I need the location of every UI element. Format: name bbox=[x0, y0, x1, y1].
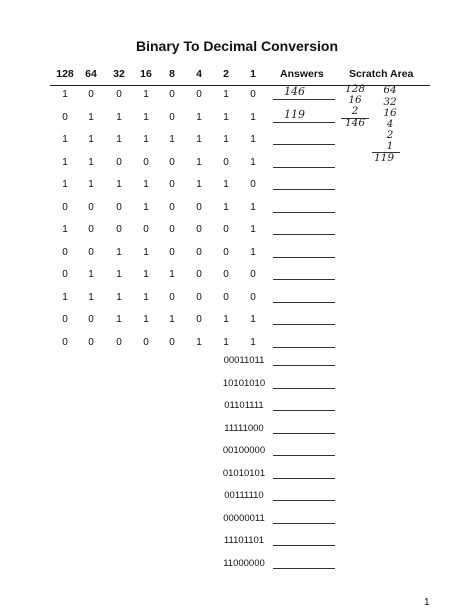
bit-cell: 0 bbox=[169, 224, 175, 235]
bit-cell: 0 bbox=[196, 314, 202, 325]
scratch-total: 146 bbox=[344, 117, 366, 129]
header-bit-8: 8 bbox=[169, 68, 175, 80]
bit-cell: 1 bbox=[250, 224, 256, 235]
bit-cell: 1 bbox=[116, 291, 122, 303]
binary-row bbox=[0, 312, 474, 328]
bit-cell: 0 bbox=[143, 224, 149, 235]
binary-string-row bbox=[0, 398, 474, 414]
bit-cell: 1 bbox=[250, 314, 256, 325]
bit-cell: 1 bbox=[169, 269, 175, 280]
binary-row bbox=[0, 245, 474, 261]
binary-string: 01010101 bbox=[222, 467, 266, 479]
bit-cell: 1 bbox=[116, 246, 122, 258]
bit-cell: 0 bbox=[116, 336, 122, 348]
header-bit-4: 4 bbox=[196, 68, 202, 80]
bit-cell: 0 bbox=[223, 269, 229, 280]
bit-cell: 0 bbox=[88, 89, 94, 100]
binary-string-row bbox=[0, 376, 474, 392]
header-bit-2: 2 bbox=[223, 68, 229, 80]
binary-row bbox=[0, 267, 474, 283]
scratch-value: 4 bbox=[386, 118, 394, 130]
bit-cell: 1 bbox=[250, 246, 256, 258]
bit-cell: 1 bbox=[88, 269, 94, 280]
bit-cell: 0 bbox=[169, 291, 175, 303]
binary-row bbox=[0, 177, 474, 193]
bit-cell: 0 bbox=[88, 336, 94, 348]
answer-line[interactable] bbox=[273, 324, 335, 325]
binary-string-row bbox=[0, 421, 474, 437]
bit-cell: 1 bbox=[169, 134, 175, 145]
answer-line[interactable] bbox=[273, 500, 335, 501]
bit-cell: 1 bbox=[62, 179, 68, 190]
binary-string-row bbox=[0, 488, 474, 504]
bit-cell: 1 bbox=[250, 156, 256, 168]
bit-cell: 1 bbox=[62, 224, 68, 235]
bit-cell: 1 bbox=[143, 291, 149, 303]
binary-string: 11101101 bbox=[223, 535, 265, 546]
bit-cell: 0 bbox=[62, 336, 68, 348]
binary-string: 01101111 bbox=[224, 400, 264, 411]
bit-cell: 0 bbox=[169, 201, 175, 213]
answer-line[interactable] bbox=[273, 545, 335, 546]
handwritten-answer: 146 bbox=[284, 85, 305, 98]
bit-cell: 1 bbox=[116, 134, 122, 145]
bit-cell: 0 bbox=[250, 179, 256, 190]
bit-cell: 0 bbox=[143, 156, 149, 168]
bit-cell: 1 bbox=[143, 314, 149, 325]
binary-string: 00000011 bbox=[223, 512, 265, 524]
bit-cell: 0 bbox=[196, 201, 202, 213]
bit-cell: 0 bbox=[88, 201, 94, 213]
bit-cell: 0 bbox=[169, 89, 175, 100]
binary-string: 00111110 bbox=[224, 490, 264, 501]
scratch-total: 119 bbox=[373, 152, 395, 164]
scratch-value: 32 bbox=[383, 96, 397, 108]
bit-cell: 0 bbox=[250, 89, 256, 100]
bit-cell: 1 bbox=[223, 201, 229, 213]
bit-cell: 1 bbox=[88, 156, 94, 168]
bit-cell: 1 bbox=[62, 156, 68, 168]
bit-cell: 0 bbox=[223, 291, 229, 303]
bit-cell: 1 bbox=[223, 134, 229, 145]
binary-string-row bbox=[0, 443, 474, 459]
bit-cell: 0 bbox=[116, 89, 122, 100]
scratch-value: 16 bbox=[383, 107, 397, 119]
header-bit-128: 128 bbox=[56, 68, 74, 80]
bit-cell: 0 bbox=[223, 246, 229, 258]
answer-line[interactable] bbox=[273, 302, 335, 303]
bit-cell: 1 bbox=[196, 336, 202, 348]
binary-row bbox=[0, 200, 474, 216]
bit-cell: 1 bbox=[143, 111, 149, 123]
bit-cell: 0 bbox=[62, 111, 68, 123]
bit-cell: 1 bbox=[250, 201, 256, 213]
header-bit-64: 64 bbox=[85, 68, 97, 80]
bit-cell: 1 bbox=[116, 111, 122, 123]
bit-cell: 1 bbox=[143, 134, 149, 145]
bit-cell: 1 bbox=[62, 291, 68, 303]
header-answers: Answers bbox=[280, 68, 324, 80]
answer-line[interactable] bbox=[273, 234, 335, 235]
answer-line[interactable] bbox=[273, 433, 335, 434]
header-bit-32: 32 bbox=[113, 68, 125, 80]
binary-row bbox=[0, 222, 474, 238]
answer-line[interactable] bbox=[273, 523, 335, 524]
answer-line[interactable] bbox=[273, 189, 335, 190]
bit-cell: 1 bbox=[88, 291, 94, 303]
bit-cell: 0 bbox=[223, 224, 229, 235]
scratch-value: 1 bbox=[386, 140, 394, 152]
bit-cell: 1 bbox=[116, 314, 122, 325]
binary-row bbox=[0, 155, 474, 171]
page-number: 1 bbox=[424, 597, 430, 608]
bit-cell: 0 bbox=[88, 224, 94, 235]
page-title: Binary To Decimal Conversion bbox=[135, 38, 338, 54]
bit-cell: 1 bbox=[88, 134, 94, 145]
scratch-value: 2 bbox=[386, 129, 394, 141]
answer-line[interactable] bbox=[273, 347, 335, 348]
bit-cell: 1 bbox=[196, 111, 202, 123]
answer-line[interactable] bbox=[273, 144, 335, 145]
bit-cell: 0 bbox=[62, 269, 68, 280]
bit-cell: 1 bbox=[223, 179, 229, 190]
answer-line[interactable] bbox=[273, 122, 335, 123]
header-bit-16: 16 bbox=[140, 68, 152, 80]
bit-cell: 0 bbox=[169, 246, 175, 258]
bit-cell: 0 bbox=[196, 246, 202, 258]
header-rule bbox=[50, 85, 430, 86]
bit-cell: 1 bbox=[62, 134, 68, 145]
bit-cell: 0 bbox=[223, 156, 229, 168]
bit-cell: 1 bbox=[143, 246, 149, 258]
answer-line[interactable] bbox=[273, 455, 335, 456]
answer-line[interactable] bbox=[273, 99, 335, 100]
bit-cell: 0 bbox=[250, 291, 256, 303]
binary-row bbox=[0, 335, 474, 351]
bit-cell: 0 bbox=[196, 224, 202, 235]
answer-line[interactable] bbox=[273, 410, 335, 411]
bit-cell: 0 bbox=[169, 179, 175, 190]
bit-cell: 1 bbox=[223, 89, 229, 100]
bit-cell: 1 bbox=[223, 314, 229, 325]
bit-cell: 1 bbox=[223, 111, 229, 123]
answer-line[interactable] bbox=[273, 212, 335, 213]
bit-cell: 1 bbox=[196, 179, 202, 190]
bit-cell: 1 bbox=[88, 111, 94, 123]
bit-cell: 1 bbox=[143, 201, 149, 213]
bit-cell: 1 bbox=[250, 111, 256, 123]
bit-cell: 0 bbox=[169, 336, 175, 348]
bit-cell: 0 bbox=[116, 224, 122, 235]
bit-cell: 1 bbox=[196, 134, 202, 145]
answer-line[interactable] bbox=[273, 388, 335, 389]
bit-cell: 0 bbox=[62, 246, 68, 258]
binary-string: 10101010 bbox=[222, 377, 266, 389]
bit-cell: 0 bbox=[62, 201, 68, 213]
scratch-value: 2 bbox=[351, 105, 359, 117]
binary-string-row bbox=[0, 511, 474, 527]
header-bit-1: 1 bbox=[250, 68, 256, 80]
bit-cell: 0 bbox=[169, 111, 175, 123]
bit-cell: 1 bbox=[223, 336, 229, 348]
bit-cell: 0 bbox=[169, 156, 175, 168]
answer-line[interactable] bbox=[273, 257, 335, 258]
binary-string: 11111000 bbox=[224, 422, 264, 434]
bit-cell: 0 bbox=[88, 314, 94, 325]
binary-string-row bbox=[0, 556, 474, 572]
binary-string: 11000000 bbox=[223, 557, 265, 569]
bit-cell: 0 bbox=[143, 336, 149, 348]
bit-cell: 1 bbox=[88, 179, 94, 190]
scratch-value: 64 bbox=[383, 84, 397, 96]
bit-cell: 1 bbox=[143, 179, 149, 190]
bit-cell: 1 bbox=[196, 156, 202, 168]
bit-cell: 1 bbox=[116, 269, 122, 280]
scratch-value: 128 bbox=[344, 83, 366, 95]
bit-cell: 1 bbox=[143, 89, 149, 100]
bit-cell: 0 bbox=[62, 314, 68, 325]
binary-string-row bbox=[0, 466, 474, 482]
answer-line[interactable] bbox=[273, 568, 335, 569]
answer-line[interactable] bbox=[273, 365, 335, 366]
bit-cell: 0 bbox=[196, 269, 202, 280]
header-scratch-area: Scratch Area bbox=[349, 68, 414, 80]
bit-cell: 1 bbox=[169, 314, 175, 325]
binary-string-row bbox=[0, 533, 474, 549]
bit-cell: 1 bbox=[250, 134, 256, 145]
bit-cell: 0 bbox=[250, 269, 256, 280]
bit-cell: 1 bbox=[143, 269, 149, 280]
answer-line[interactable] bbox=[273, 167, 335, 168]
binary-string-row bbox=[0, 353, 474, 369]
bit-cell: 1 bbox=[62, 89, 68, 100]
answer-line[interactable] bbox=[273, 478, 335, 479]
binary-string: 00011011 bbox=[223, 355, 265, 366]
bit-cell: 0 bbox=[196, 291, 202, 303]
bit-cell: 0 bbox=[196, 89, 202, 100]
binary-row bbox=[0, 290, 474, 306]
handwritten-answer: 119 bbox=[284, 107, 305, 121]
binary-string: 00100000 bbox=[222, 445, 266, 456]
bit-cell: 0 bbox=[116, 201, 122, 213]
bit-cell: 0 bbox=[88, 246, 94, 258]
bit-cell: 1 bbox=[116, 179, 122, 190]
answer-line[interactable] bbox=[273, 279, 335, 280]
bit-cell: 1 bbox=[250, 336, 256, 348]
scratch-value: 16 bbox=[348, 94, 362, 106]
bit-cell: 0 bbox=[116, 156, 122, 168]
